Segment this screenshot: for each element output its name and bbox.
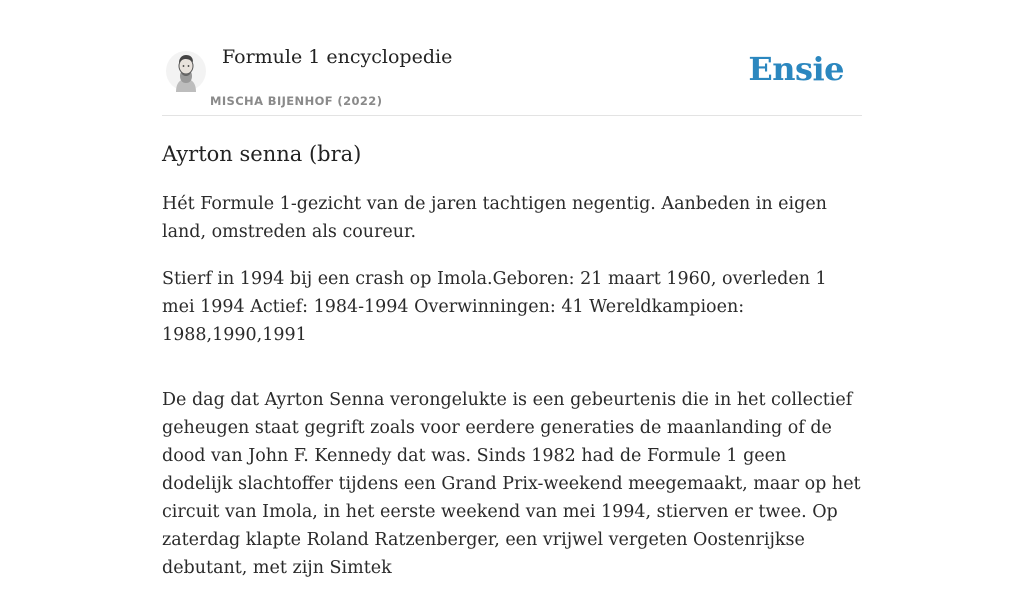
- entry-paragraph-body: De dag dat Ayrton Senna verongelukte is een gebeurtenis die in het collectief geheugen staat gegrift zoals voor eerdere generaties de maanlanding of de dood van John F. Kennedy dat was. Sinds 1982 had de Formule 1 geen dodelijk slachtoffer tijdens een Grand Prix-weekend meegemaakt, maar op het circuit van Imola, in het eerste weekend van mei 1994, stierven er twee. Op zaterdag klapte Roland Ratzenberger, een vrijwel vergeten Oostenrijkse debutant, met zijn Simtek: [162, 390, 861, 578]
- book-title[interactable]: Formule 1 encyclopedie: [222, 46, 453, 68]
- entry-header: [162, 40, 862, 116]
- ensie-logo[interactable]: Ensie: [748, 50, 844, 88]
- author-byline[interactable]: MISCHA BIJENHOF (2022): [210, 94, 383, 108]
- author-portrait-icon[interactable]: [164, 48, 208, 94]
- entry-content: [162, 138, 862, 601]
- entry-paragraph-facts: Stierf in 1994 bij een crash op Imola.Geboren: 21 maart 1960, overleden 1 mei 1994 Actief: 1984-1994 Overwinningen: 41 Wereldkampioen: 1988,1990,1991: [162, 269, 827, 345]
- entry-paragraph-intro: Hét Formule 1-gezicht van de jaren tachtigen negentig. Aanbeden in eigen land, omstreden als coureur.: [162, 194, 827, 242]
- entry-title: Ayrton senna (bra): [162, 142, 362, 166]
